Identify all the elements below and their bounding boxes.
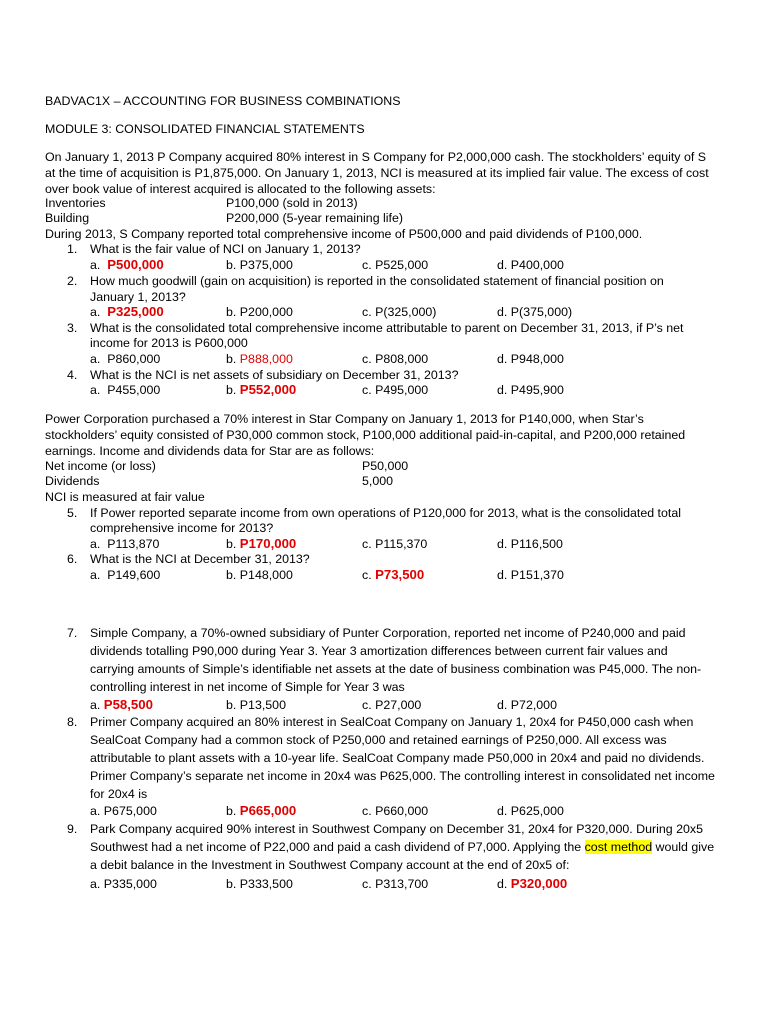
option-c: c. P73,500	[362, 567, 425, 582]
question-text: What is the consolidated total comprehensive income attributable to parent on December 31, 2013, if P’s net	[90, 321, 684, 335]
option-d: d. P151,370	[497, 568, 564, 582]
answer-b: P552,000	[239, 382, 297, 397]
question-number: 2.	[67, 274, 78, 288]
question-number: 6.	[67, 552, 78, 566]
problem1-line: at the time of acquisition is P1,875,000. On January 1, 2013, NCI is measured at its implied fair value. The excess of cost	[45, 166, 709, 180]
question-text: a debit balance in the Investment in Southwest Company account at the end of 20x5 of:	[90, 858, 570, 872]
option-a: a. P335,000	[90, 877, 157, 891]
option-b: b. P13,500	[226, 698, 286, 712]
option-a: a. P149,600	[90, 568, 161, 582]
problem2-line: earnings. Income and dividends data for Star are as follows:	[45, 444, 375, 458]
option-b: b. P170,000	[226, 536, 297, 551]
answer-a: P500,000	[107, 257, 164, 272]
data-value: P50,000	[362, 459, 409, 473]
question-number: 1.	[67, 242, 78, 256]
problem1-line: On January 1, 2013 P Company acquired 80% interest in S Company for P2,000,000 cash. The stockholders’ equity of S	[45, 150, 706, 164]
question-text: If Power reported separate income from own operations of P120,000 for 2013, what is the consolidated total	[90, 506, 681, 520]
option-d: d. P948,000	[497, 352, 564, 366]
option-d: d. P116,500	[497, 537, 563, 551]
data-label: Net income (or loss)	[45, 459, 156, 473]
option-c: c. P808,000	[362, 352, 429, 366]
option-b: b. P375,000	[226, 258, 293, 272]
asset-label: Building	[45, 211, 90, 225]
option-a: a. P500,000	[90, 257, 164, 272]
option-d: d. P72,000	[497, 698, 557, 712]
question-text: SealCoat Company had a common stock of P250,000 and retained earnings of P250,000. All excess was	[90, 733, 667, 747]
question-text: for 20x4 is	[90, 787, 148, 801]
option-a: a. P325,000	[90, 304, 164, 319]
asset-value: P100,000 (sold in 2013)	[226, 196, 358, 210]
problem1-after: During 2013, S Company reported total comprehensive income of P500,000 and paid dividends of P100,000.	[45, 227, 643, 241]
option-c: c. P525,000	[362, 258, 429, 272]
option-c: c. P27,000	[362, 698, 422, 712]
answer-c: P73,500	[375, 567, 425, 582]
asset-value: P200,000 (5-year remaining life)	[226, 211, 404, 225]
option-a: a. P113,870	[90, 537, 160, 551]
option-d: d. P400,000	[497, 258, 564, 272]
option-c: c. P115,370	[362, 537, 428, 551]
question-number: 5.	[67, 506, 78, 520]
option-b: b. P888,000	[226, 352, 293, 366]
question-text: income for 2013 is P600,000	[90, 336, 248, 350]
question-text: Primer Company acquired an 80% interest in SealCoat Company on January 1, 20x4 for P450,000 cash when	[90, 715, 694, 729]
answer-d: P320,000	[510, 876, 568, 891]
question-text: Primer Company’s separate net income in 20x4 was P625,000. The controlling interest in consolidated net income	[90, 769, 715, 783]
option-a: a. P455,000	[90, 383, 161, 397]
question-text: January 1, 2013?	[90, 290, 186, 304]
option-b: b. P333,500	[226, 877, 293, 891]
option-a: a. P675,000	[90, 804, 157, 818]
option-c: c. P313,700	[362, 877, 429, 891]
question-number: 3.	[67, 321, 78, 335]
option-a: a. P860,000	[90, 352, 161, 366]
option-d: d. P320,000	[497, 876, 568, 891]
answer-a: P58,500	[103, 697, 153, 712]
option-a: a. P58,500	[90, 697, 153, 712]
question-text: controlling interest in net income of Simple for Year 3 was	[90, 680, 405, 694]
answer-b: P888,000	[239, 352, 293, 366]
option-b: b. P552,000	[226, 382, 297, 397]
question-number: 4.	[67, 368, 78, 382]
question-text: How much goodwill (gain on acquisition) is reported in the consolidated statement of financial position on	[90, 274, 664, 288]
question-text: comprehensive income for 2013?	[90, 521, 274, 535]
question-text: Simple Company, a 70%-owned subsidiary of Punter Corporation, reported net income of P240,000 and paid	[90, 626, 686, 640]
option-c: c. P660,000	[362, 804, 429, 818]
data-value: 5,000	[362, 474, 394, 488]
option-b: b. P200,000	[226, 305, 293, 319]
question-number: 7.	[67, 626, 78, 640]
course-title: BADVAC1X – ACCOUNTING FOR BUSINESS COMBINATIONS	[45, 94, 401, 108]
problem2-line: stockholders’ equity consisted of P30,000 common stock, P100,000 additional paid-in-capital, and P200,000 retained	[45, 428, 686, 442]
option-d: d. P(375,000)	[497, 305, 573, 319]
highlighted-term: cost method	[584, 840, 653, 854]
option-d: d. P625,000	[497, 804, 564, 818]
question-number: 9.	[67, 822, 78, 836]
answer-b: P170,000	[239, 536, 297, 551]
option-b: b. P148,000	[226, 568, 293, 582]
question-number: 8.	[67, 715, 78, 729]
question-text: carrying amounts of Simple’s identifiable net assets at the date of business combination was P45,000. The non-	[90, 662, 702, 676]
option-b: b. P665,000	[226, 803, 297, 818]
answer-b: P665,000	[239, 803, 297, 818]
data-label: Dividends	[45, 474, 100, 488]
question-text: What is the NCI at December 31, 2013?	[90, 552, 310, 566]
option-d: d. P495,900	[497, 383, 564, 397]
question-text: Park Company acquired 90% interest in Southwest Company on December 31, 20x4 for P320,000. During 20x5	[90, 822, 703, 836]
option-c: c. P(325,000)	[362, 305, 437, 319]
question-text: What is the NCI is net assets of subsidiary on December 31, 2013?	[90, 368, 459, 382]
answer-a: P325,000	[107, 304, 164, 319]
problem2-line: Power Corporation purchased a 70% interest in Star Company on January 1, 2013 for P140,000, when Star’s	[45, 412, 644, 426]
module-title: MODULE 3: CONSOLIDATED FINANCIAL STATEMENTS	[45, 122, 365, 136]
problem1-line: over book value of interest acquired is allocated to the following assets:	[45, 182, 436, 196]
option-c: c. P495,000	[362, 383, 429, 397]
question-text: attributable to plant assets with a 10-year life. SealCoat Company made P50,000 in 20x4 and paid no dividends.	[90, 751, 705, 765]
asset-label: Inventories	[45, 196, 106, 210]
question-text: dividends totalling P90,000 during Year 3. Year 3 amortization differences between current fair values and	[90, 644, 668, 658]
problem2-after: NCI is measured at fair value	[45, 490, 205, 504]
question-text: Southwest had a net income of P22,000 and paid a cash dividend of P7,000. Applying the cost method would give	[90, 840, 715, 854]
question-text: What is the fair value of NCI on January 1, 2013?	[90, 242, 361, 256]
